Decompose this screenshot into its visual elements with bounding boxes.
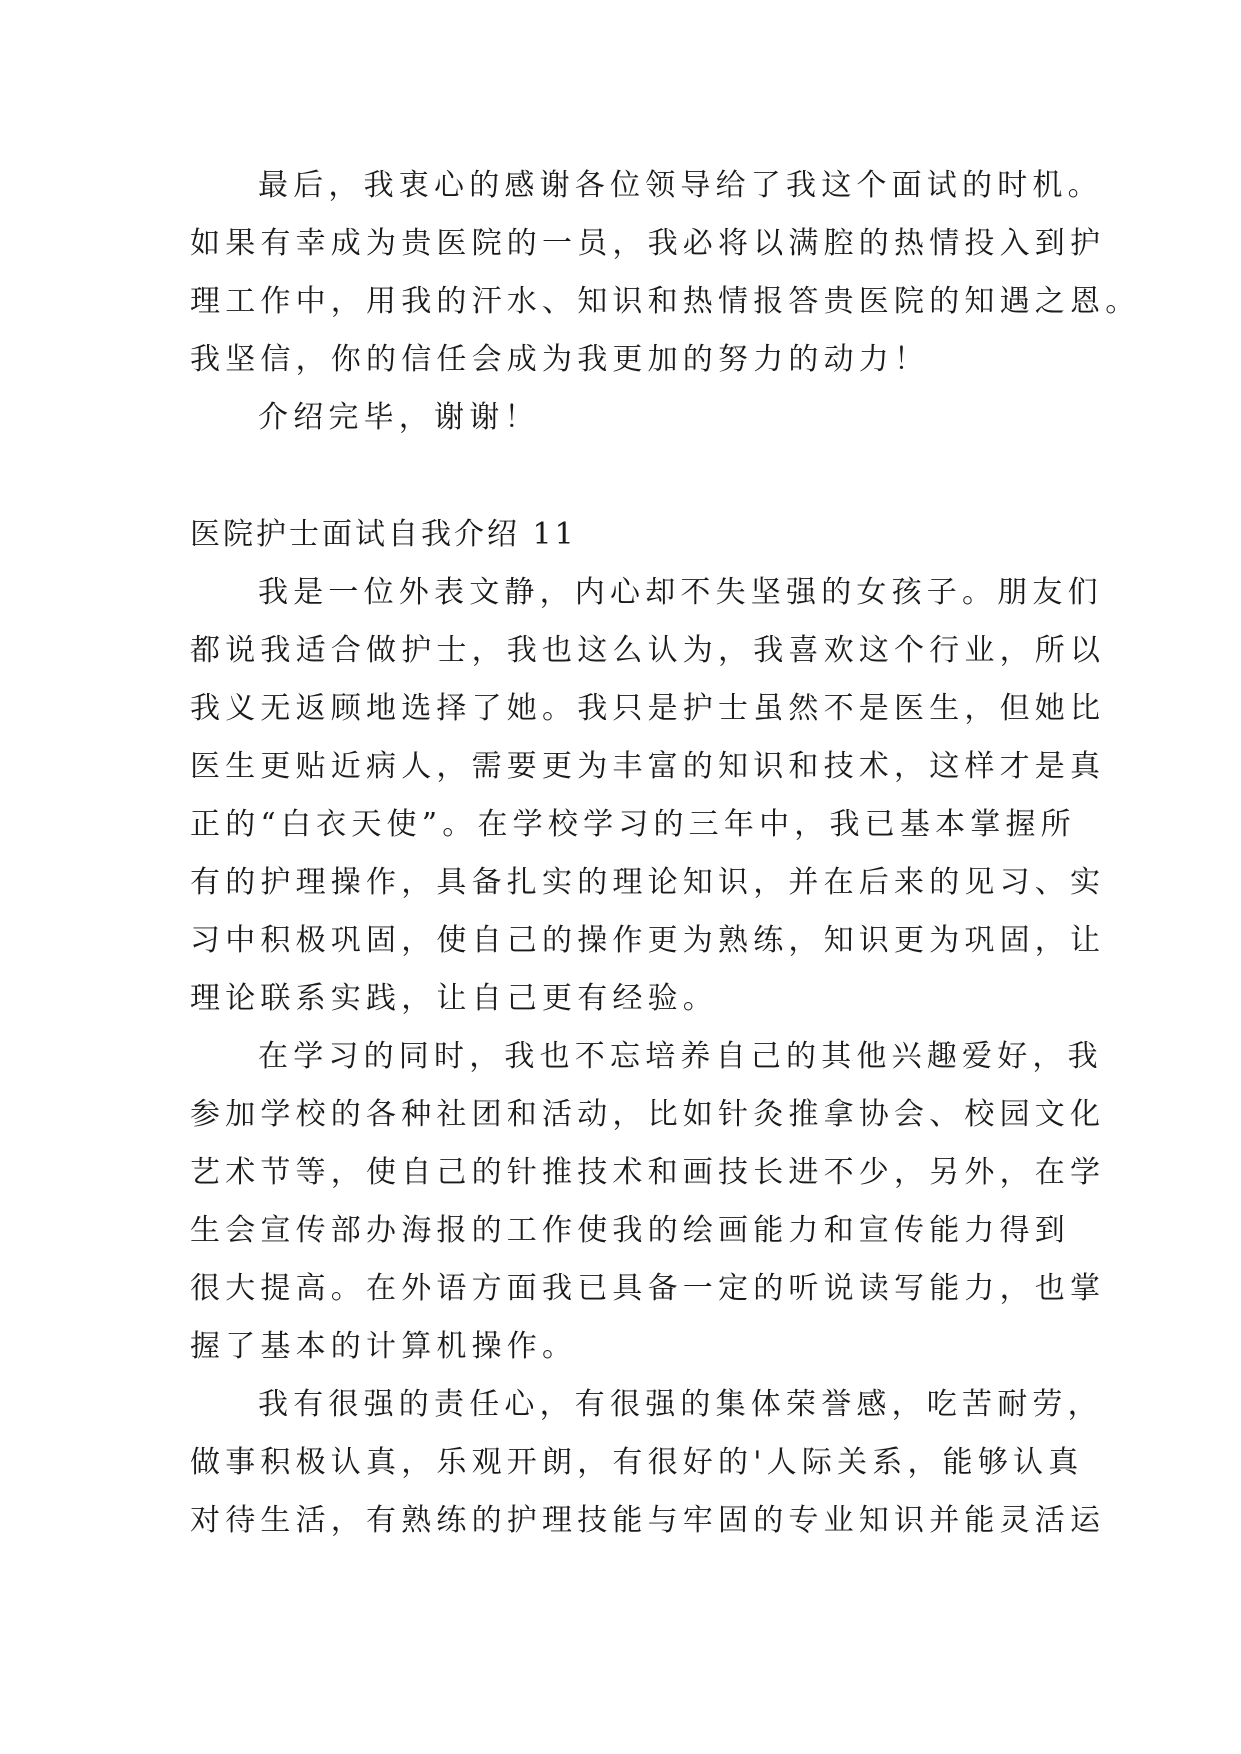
paragraph-line: 如果有幸成为贵医院的一员，我必将以满腔的热情投入到护: [190, 226, 1106, 261]
paragraph-line: 对待生活，有熟练的护理技能与牢固的专业知识并能灵活运: [190, 1503, 1106, 1538]
paragraph-line: 我义无返顾地选择了她。我只是护士虽然不是医生，但她比: [190, 691, 1106, 726]
paragraph-line: 我有很强的责任心，有很强的集体荣誉感，吃苦耐劳，: [258, 1387, 1103, 1422]
section-title: 医院护士面试自我介绍 11: [190, 517, 577, 552]
paragraph-line: 介绍完毕，谢谢！: [258, 400, 540, 435]
paragraph-line: 我坚信，你的信任会成为我更加的努力的动力！: [190, 342, 930, 377]
paragraph-line: 都说我适合做护士，我也这么认为，我喜欢这个行业，所以: [190, 633, 1106, 668]
paragraph-line: 做事积极认真，乐观开朗，有很好的'人际关系，能够认真: [190, 1445, 1084, 1480]
paragraph-line: 我是一位外表文静，内心却不失坚强的女孩子。朋友们: [258, 575, 1103, 610]
paragraph-line: 艺术节等，使自己的针推技术和画技长进不少，另外，在学: [190, 1155, 1106, 1190]
paragraph-line: 习中积极巩固，使自己的操作更为熟练，知识更为巩固，让: [190, 923, 1106, 958]
paragraph-line: 正的“白衣天使”。在学校学习的三年中，我已基本掌握所: [190, 807, 1076, 842]
paragraph-line: 在学习的同时，我也不忘培养自己的其他兴趣爱好，我: [258, 1039, 1103, 1074]
paragraph-line: 生会宣传部办海报的工作使我的绘画能力和宣传能力得到: [190, 1213, 1070, 1248]
paragraph-line: 有的护理操作，具备扎实的理论知识，并在后来的见习、实: [190, 865, 1106, 900]
paragraph-line: 握了基本的计算机操作。: [190, 1329, 578, 1364]
paragraph-line: 理工作中，用我的汗水、知识和热情报答贵医院的知遇之恩。: [190, 284, 1141, 319]
paragraph-line: 医生更贴近病人，需要更为丰富的知识和技术，这样才是真: [190, 749, 1106, 784]
paragraph-line: 很大提高。在外语方面我已具备一定的听说读写能力，也掌: [190, 1271, 1106, 1306]
paragraph-line: 参加学校的各种社团和活动，比如针灸推拿协会、校园文化: [190, 1097, 1106, 1132]
paragraph-line: 理论联系实践，让自己更有经验。: [190, 981, 718, 1016]
paragraph-line: 最后，我衷心的感谢各位领导给了我这个面试的时机。: [258, 168, 1103, 203]
